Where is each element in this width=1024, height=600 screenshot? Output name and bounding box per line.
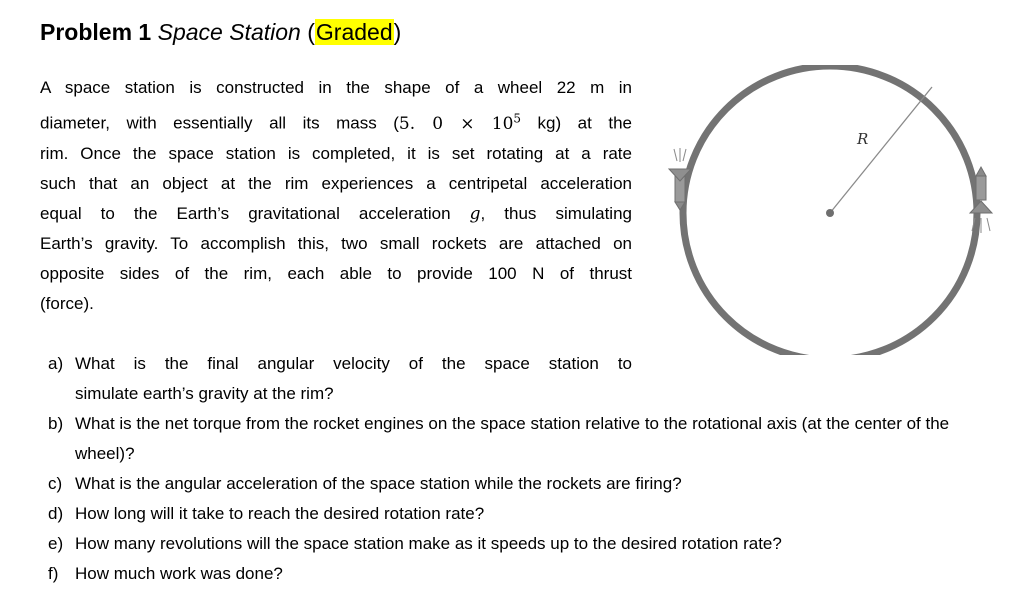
radius-label: R <box>857 130 869 148</box>
statement-line: opposite sides of the rim, each able to provide 100 N of thrust <box>40 263 632 283</box>
problem-number: Problem 1 <box>40 19 152 45</box>
mass-mantissa: 5. 0 × 10 <box>398 113 514 134</box>
question-letter: a) <box>48 354 64 373</box>
question-text: What is the net torque from the rocket engines on the space station relative to the rotational axis (at the center of the wheel)? <box>75 414 950 463</box>
question-text: What is the angular acceleration of the space station while the rockets are firing? <box>75 474 682 493</box>
center-point <box>826 209 834 217</box>
statement-line: (force). <box>40 293 94 313</box>
statement-line <box>40 103 632 139</box>
statement-text: kg) at the <box>521 113 632 133</box>
close-paren: ) <box>393 19 402 45</box>
statement-line: A space station is constructed in the shape of a wheel 22 m in <box>40 78 632 97</box>
question-text: How long will it take to reach the desired rotation rate? <box>75 504 485 523</box>
question-text <box>75 349 632 409</box>
question-item <box>48 529 955 559</box>
mass-exponent: 5 <box>513 111 522 125</box>
statement-text: equal to the Earth’s gravitational acceleration <box>40 203 470 223</box>
question-letter: c) <box>48 474 63 493</box>
question-list <box>48 349 955 589</box>
question-letter: d) <box>48 504 64 523</box>
question-letter: e) <box>48 534 64 553</box>
graded-highlight: Graded <box>315 19 393 45</box>
question-line: simulate earth’s gravity at the rim? <box>75 384 334 403</box>
statement-line: such that an object at the rim experiences a centripetal acceleration <box>40 173 632 193</box>
statement-text: diameter, with essentially all its mass ( <box>40 113 399 133</box>
question-line: What is the final angular velocity of the space station to <box>75 354 632 373</box>
statement-line: rim. Once the space station is completed, it is set rotating at a rate <box>40 143 632 163</box>
problem-name: Space Station <box>157 19 301 45</box>
question-text: How many revolutions will the space station make as it speeds up to the desired rotation rate? <box>75 534 782 553</box>
open-paren: ( <box>307 19 315 45</box>
question-letter: f) <box>48 564 59 583</box>
question-item <box>48 409 955 469</box>
space-station-diagram <box>655 65 1005 355</box>
question-letter: b) <box>48 414 64 433</box>
question-text: How much work was done? <box>75 564 283 583</box>
question-item <box>48 499 955 529</box>
statement-line: Earth’s gravity. To accomplish this, two small rockets are attached on <box>40 233 632 253</box>
question-item <box>48 469 955 499</box>
radius-line <box>830 87 932 213</box>
question-item <box>48 349 955 409</box>
question-item <box>48 559 955 589</box>
problem-statement <box>40 73 632 319</box>
gravity-variable: g <box>469 203 481 224</box>
statement-text: , thus simulating <box>480 203 632 223</box>
statement-line <box>40 199 632 229</box>
mass-value <box>398 111 522 134</box>
problem-title <box>40 16 401 48</box>
